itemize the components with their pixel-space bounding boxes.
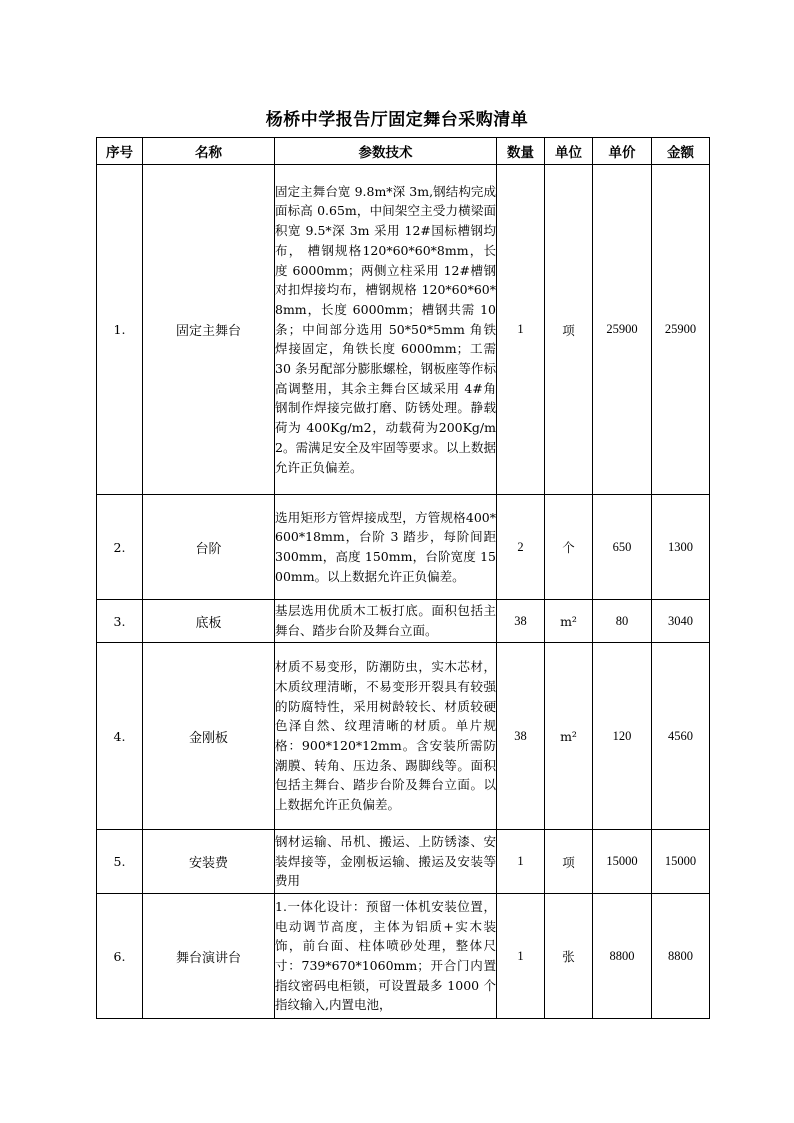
table-row xyxy=(97,495,710,600)
row-index: 1. xyxy=(97,165,143,495)
row-spec xyxy=(275,600,497,643)
row-amount: 1300 xyxy=(652,495,710,600)
row-spec xyxy=(275,165,497,495)
row-quantity: 38 xyxy=(497,643,545,830)
header-unit: 单位 xyxy=(545,138,593,165)
row-unit-price: 650 xyxy=(593,495,652,600)
row-name: 台阶 xyxy=(143,495,275,600)
row-name: 安装费 xyxy=(143,830,275,894)
header-quantity: 数量 xyxy=(497,138,545,165)
row-unit: m² xyxy=(545,600,593,643)
row-spec xyxy=(275,643,497,830)
row-name: 舞台演讲台 xyxy=(143,894,275,1019)
header-index: 序号 xyxy=(97,138,143,165)
table-row xyxy=(97,643,710,830)
row-unit-price: 15000 xyxy=(593,830,652,894)
row-index: 5. xyxy=(97,830,143,894)
table-row xyxy=(97,600,710,643)
row-unit: 项 xyxy=(545,830,593,894)
row-quantity: 1 xyxy=(497,165,545,495)
row-amount: 25900 xyxy=(652,165,710,495)
row-amount: 8800 xyxy=(652,894,710,1019)
row-index: 2. xyxy=(97,495,143,600)
document-title: 杨桥中学报告厅固定舞台采购清单 xyxy=(265,110,529,130)
table-row xyxy=(97,165,710,495)
row-unit: 张 xyxy=(545,894,593,1019)
row-spec-text: 1.一体化设计：预留一体机安装位置，电动调节高度，主体为铝质+实木装饰，前台面、柱体喷砂处理，整体尺寸：739*670*1060mm；开合门内置指纹密码电柜锁，可设置最多 1000 个指纹输入,内置电池， xyxy=(275,898,496,1013)
row-name: 固定主舞台 xyxy=(143,165,275,495)
header-amount: 金额 xyxy=(652,138,710,165)
row-spec-text: 钢材运输、吊机、搬运、上防锈漆、安装焊接等，金刚板运输、搬运及安装等费用 xyxy=(275,833,496,889)
row-amount: 4560 xyxy=(652,643,710,830)
row-index: 3. xyxy=(97,600,143,643)
row-unit-price: 120 xyxy=(593,643,652,830)
row-index: 6. xyxy=(97,894,143,1019)
row-quantity: 2 xyxy=(497,495,545,600)
row-quantity: 1 xyxy=(497,830,545,894)
row-spec-text: 固定主舞台宽 9.8m*深 3m,钢结构完成面标高 0.65m，中间架空主受力横梁面积宽 9.5*深 3m 采用 12#国标槽钢均布， 槽钢规格120*60*60*8mm，长度 6000mm；两侧立柱采用 12#槽钢对扣焊接均布，槽钢规格 120*60*60*8mm，长度 6000mm；槽钢共需 10 条；中间部分选用 50*50*5mm 角铁焊接固定，角铁长度 6000mm；工需 30 条另配部分膨胀螺栓，钢板座等作标高调整用，其余主舞台区域采用 4#角钢制作焊接完做打磨、防锈处理。静载荷为 400Kg/m2，动载荷为200Kg/m2。需满足安全及牢固等要求。以上数据允许正负偏差。 xyxy=(275,183,496,475)
row-index: 4. xyxy=(97,643,143,830)
row-unit-price: 8800 xyxy=(593,894,652,1019)
row-unit-price: 25900 xyxy=(593,165,652,495)
header-name: 名称 xyxy=(143,138,275,165)
table-row xyxy=(97,894,710,1019)
row-unit-price: 80 xyxy=(593,600,652,643)
row-spec-text: 材质不易变形，防潮防虫，实木芯材，木质纹理清晰，不易变形开裂具有较强的防腐特性，采用树龄较长、材质较硬色泽自然、纹理清晰的材质。单片规格：900*120*12mm。含安装所需防潮膜、转角、压边条、踢脚线等。面积包括主舞台、踏步台阶及舞台立面。以上数据允许正负偏差。 xyxy=(275,659,496,813)
row-unit: 项 xyxy=(545,165,593,495)
row-quantity: 38 xyxy=(497,600,545,643)
row-unit: m² xyxy=(545,643,593,830)
row-amount: 15000 xyxy=(652,830,710,894)
row-unit: 个 xyxy=(545,495,593,600)
row-quantity: 1 xyxy=(497,894,545,1019)
procurement-table xyxy=(96,137,710,1019)
row-spec-text: 选用矩形方管焊接成型，方管规格400*600*18mm，台阶 3 踏步，每阶间距 300mm，高度 150mm，台阶宽度 1500mm。以上数据允许正负偏差。 xyxy=(275,509,496,584)
row-amount: 3040 xyxy=(652,600,710,643)
table-header-row xyxy=(97,138,710,165)
row-spec xyxy=(275,894,497,1019)
row-name: 底板 xyxy=(143,600,275,643)
row-name: 金刚板 xyxy=(143,643,275,830)
header-unit-price: 单价 xyxy=(593,138,652,165)
row-spec-text: 基层选用优质木工板打底。面积包括主舞台、踏步台阶及舞台立面。 xyxy=(275,603,496,638)
header-spec: 参数技术 xyxy=(275,138,497,165)
row-spec xyxy=(275,495,497,600)
table-row xyxy=(97,830,710,894)
row-spec xyxy=(275,830,497,894)
